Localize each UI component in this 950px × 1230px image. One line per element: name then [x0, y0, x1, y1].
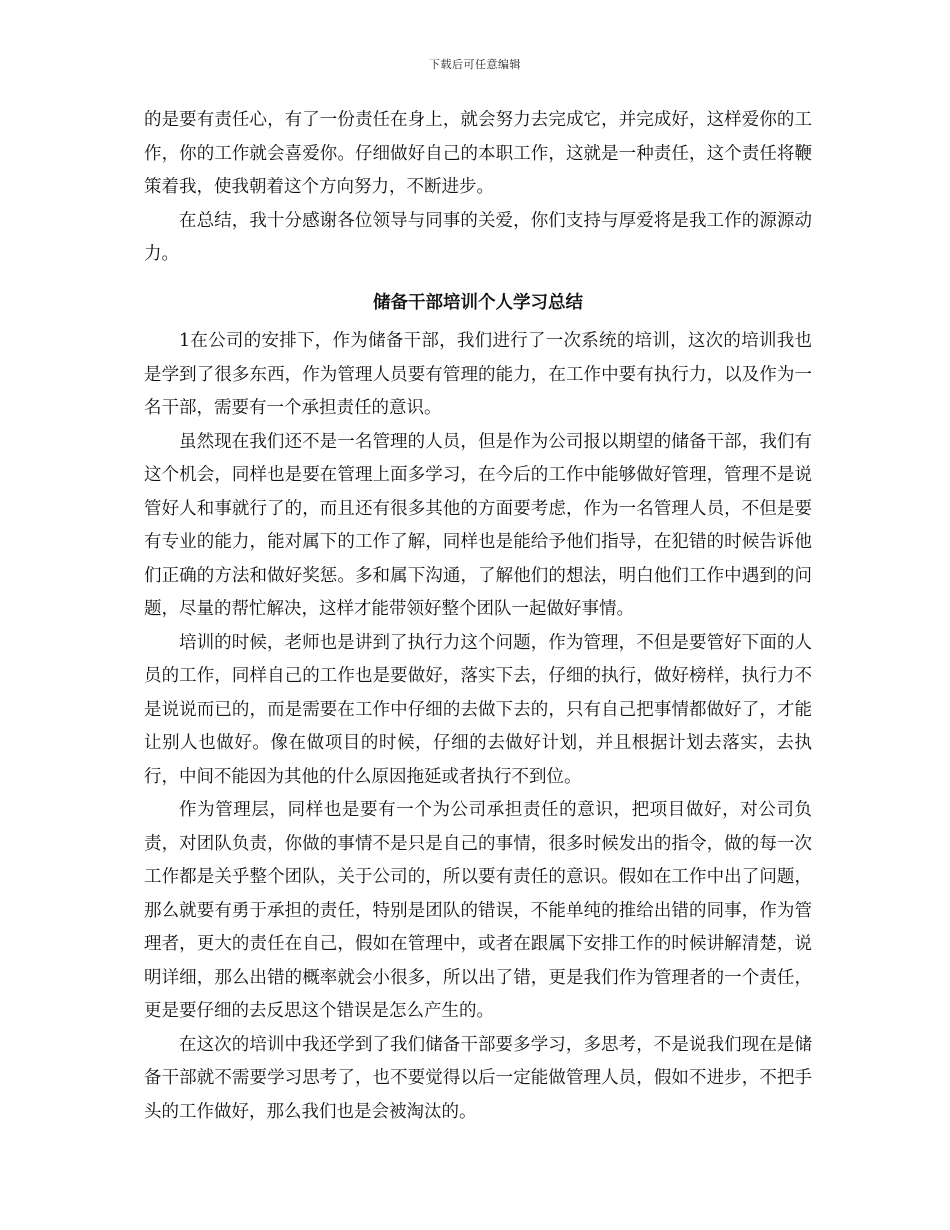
section-title: 储备干部培训个人学习总结 — [373, 292, 583, 313]
body-paragraph-4: 作为管理层，同样也是要有一个为公司承担责任的意识，把项目做好，对公司负责，对团队负责，你做的事情不是只是自己的事情，很多时候发出的指令，做的每一次工作都是关乎整个团队，关于公司的，所以要有责任的意识。假如在工作中出了问题，那么就要有勇于承担的责任，特别是团队的错误，不能单纯的推给出错的同事，作为管理者，更大的责任在自己，假如在管理中，或者在跟属下安排工作的时候讲解清楚，说明详细，那么出错的概率就会小很多，所以出了错，更是我们作为管理者的一个责任，更是要仔细的去反思这个错误是怎么产生的。 — [144, 800, 812, 1021]
body-paragraph-3: 培训的时候，老师也是讲到了执行力这个问题，作为管理，不但是要管好下面的人员的工作，同样自己的工作也是要做好，落实下去，仔细的执行，做好榜样，执行力不是说说而已的，而是需要在工作中仔细的去做下去的，只有自己把事情都做好了，才能让别人也做好。像在做项目的时候，仔细的去做好计划，并且根据计划去落实，去执行，中间不能因为其他的什么原因拖延或者执行不到位。 — [144, 632, 812, 787]
intro-paragraph-2: 在总结，我十分感谢各位领导与同事的关爱，你们支持与厚爱将是我工作的源源动力。 — [144, 210, 812, 264]
document-body — [144, 104, 812, 1129]
body-paragraph-5: 在这次的培训中我还学到了我们储备干部要多学习，多思考，不是说我们现在是储备干部就不需要学习思考了，也不要觉得以后一定能做管理人员，假如不进步，不把手头的工作做好，那么我们也是会被淘汰的。 — [144, 1034, 812, 1122]
intro-paragraph-1: 的是要有责任心，有了一份责任在身上，就会努力去完成它，并完成好，这样爱你的工作，你的工作就会喜爱你。仔细做好自己的本职工作，这就是一种责任，这个责任将鞭策着我，使我朝着这个方向努力，不断进步。 — [144, 110, 812, 197]
body-paragraph-2: 虽然现在我们还不是一名管理的人员，但是作为公司报以期望的储备干部，我们有这个机会，同样也是要在管理上面多学习，在今后的工作中能够做好管理，管理不是说管好人和事就行了的，而且还有很多其他的方面要考虑，作为一名管理人员，不但是要有专业的能力，能对属下的工作了解，同样也是能给予他们指导，在犯错的时候告诉他们正确的方法和做好奖惩。多和属下沟通，了解他们的想法，明白他们工作中遇到的问题，尽量的帮忙解决，这样才能带领好整个团队一起做好事情。 — [144, 431, 812, 619]
page-header: 下载后可任意编辑 — [429, 58, 521, 71]
body-paragraph-1: 1在公司的安排下，作为储备干部，我们进行了一次系统的培训，这次的培训我也是学到了很多东西，作为管理人员要有管理的能力，在工作中要有执行力，以及作为一名干部，需要有一个承担责任的意识。 — [144, 331, 812, 418]
